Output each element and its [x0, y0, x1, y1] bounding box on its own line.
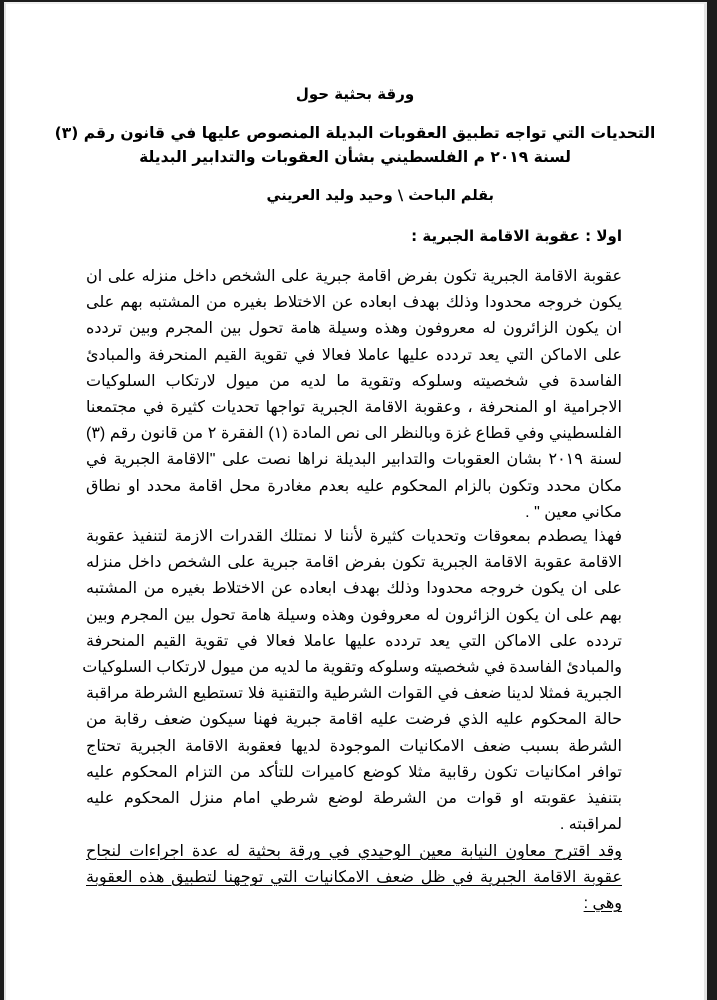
paragraph-3-line: وهي :: [583, 895, 622, 913]
paragraph-2-line: لمراقبته .: [559, 816, 622, 834]
paragraph-2-line: على ان يكون خروجه محدودا وذلك بهدف ابعاده عن الاختلاط بغيره من المشتبه: [86, 580, 622, 598]
paragraph-2-line: فهذا يصطدم بمعوقات وتحديات كثيرة لأننا لا نمتلك القدرات الازمة لتنفيذ عقوبة: [86, 528, 622, 545]
paragraph-1-line: ان يكون الزائرون له معروفون وهذه وسيلة هامة تحول بين المجرم وبين تردده: [86, 320, 622, 338]
document-title: ورقة بحثية حول: [295, 85, 415, 103]
document-subtitle-line-1: التحديات التي تواجه تطبيق العقوبات البديلة المنصوص عليها في قانون رقم (٣): [54, 124, 656, 142]
paragraph-2-line: توافر امكانيات تكون رقابية مثلا كوضع كاميرات للتأكد من التزام المحكوم عليه: [86, 763, 622, 781]
paragraph-2-line: حالة المحكوم عليه الذي فرضت عليه اقامة جبرية فهنا سيكون ضعف رقابة من: [86, 711, 622, 729]
paragraph-1-line: عقوبة الاقامة الجبرية تكون بفرض اقامة جبرية على الشخص داخل منزله على ان: [86, 268, 622, 285]
section-heading: اولا : عقوبة الاقامة الجبرية :: [411, 227, 622, 245]
paragraph-1-line: الاجرامية او المنحرفة ، وعقوبة الاقامة الجبرية تواجها تحديات كثيرة في مجتمعنا: [86, 399, 622, 416]
paragraph-1-line: لسنة ٢٠١٩ بشان العقوبات والتدابير البديلة نراها نصت على "الاقامة الجبرية في: [86, 451, 623, 469]
author-byline: بقلم الباحث \ وحيد وليد العريني: [266, 188, 494, 204]
document-subtitle-line-2: لسنة ٢٠١٩ م الفلسطيني بشأن العقوبات والتدابير البديلة: [139, 148, 571, 166]
paragraph-1-line: مكان محدد وتكون بالزام المحكوم عليه بعدم مغادرة محل اقامة محدد او نطاق: [86, 477, 622, 495]
paragraph-2-line: الاقامة عقوبة الاقامة الجبرية تكون بفرض اقامة جبرية على الشخص داخل منزله: [86, 554, 622, 572]
document-page: [4, 2, 707, 1000]
paragraph-2-line: والمبادئ الفاسدة في شخصيته وسلوكه وتقوية ما لديه من ميول لارتكاب السلوكيات: [82, 659, 622, 676]
paragraph-3-line: وقد اقترح معاون النيابة معين الوحيدي في ورقة بحثية له عدة اجراءات لنجاح: [86, 843, 622, 860]
paragraph-2-line: الجبرية فمثلا لدينا ضعف في القوات الشرطية والتقنية فلا تستطيع الشرطة مراقبة: [86, 685, 622, 703]
paragraph-2-line: تردده على الاماكن التي يعد تردده عليها عاملا فعالا في تقوية القيم المنحرفة: [86, 632, 622, 650]
paragraph-2-line: بهم على ان يكون الزائرون له معروفون وهذه وسيلة هامة تحول بين المجرم وبين: [86, 606, 623, 624]
paragraph-1-line: الفاسدة في شخصيته وسلوكه وتقوية ما لديه من ميول لارتكاب السلوكيات: [86, 372, 623, 390]
paragraph-2-line: الشرطة بسبب ضعف الامكانيات الموجودة لديها فعقوبة الاقامة الجبرية تحتاج: [86, 737, 622, 755]
paragraph-1-line: الفلسطيني وفي قطاع غزة وبالنظر الى نص المادة (١) الفقرة ٢ من قانون رقم (٣): [86, 425, 623, 443]
document-body: [6, 4, 704, 1000]
paragraph-1-line: مكاني معين " .: [525, 503, 622, 521]
paragraph-1-line: يكون خروجه محدودا وذلك بهدف ابعاده عن الاختلاط بغيره من المشتبه بهم على: [86, 294, 622, 312]
paragraph-1-line: على الاماكن التي يعد تردده عليها عاملا فعالا في تقوية القيم المنحرفة والمبادئ: [86, 346, 622, 364]
paragraph-2-line: بتنفيذ عقوبته او قوات من الشرطة لوضع شرطي امام منزل المحكوم عليه: [86, 790, 622, 807]
paragraph-3-line: عقوبة الاقامة الجبرية في ظل ضعف الامكانيات التي توجهنا لتطبيق هذه العقوبة: [86, 869, 622, 887]
